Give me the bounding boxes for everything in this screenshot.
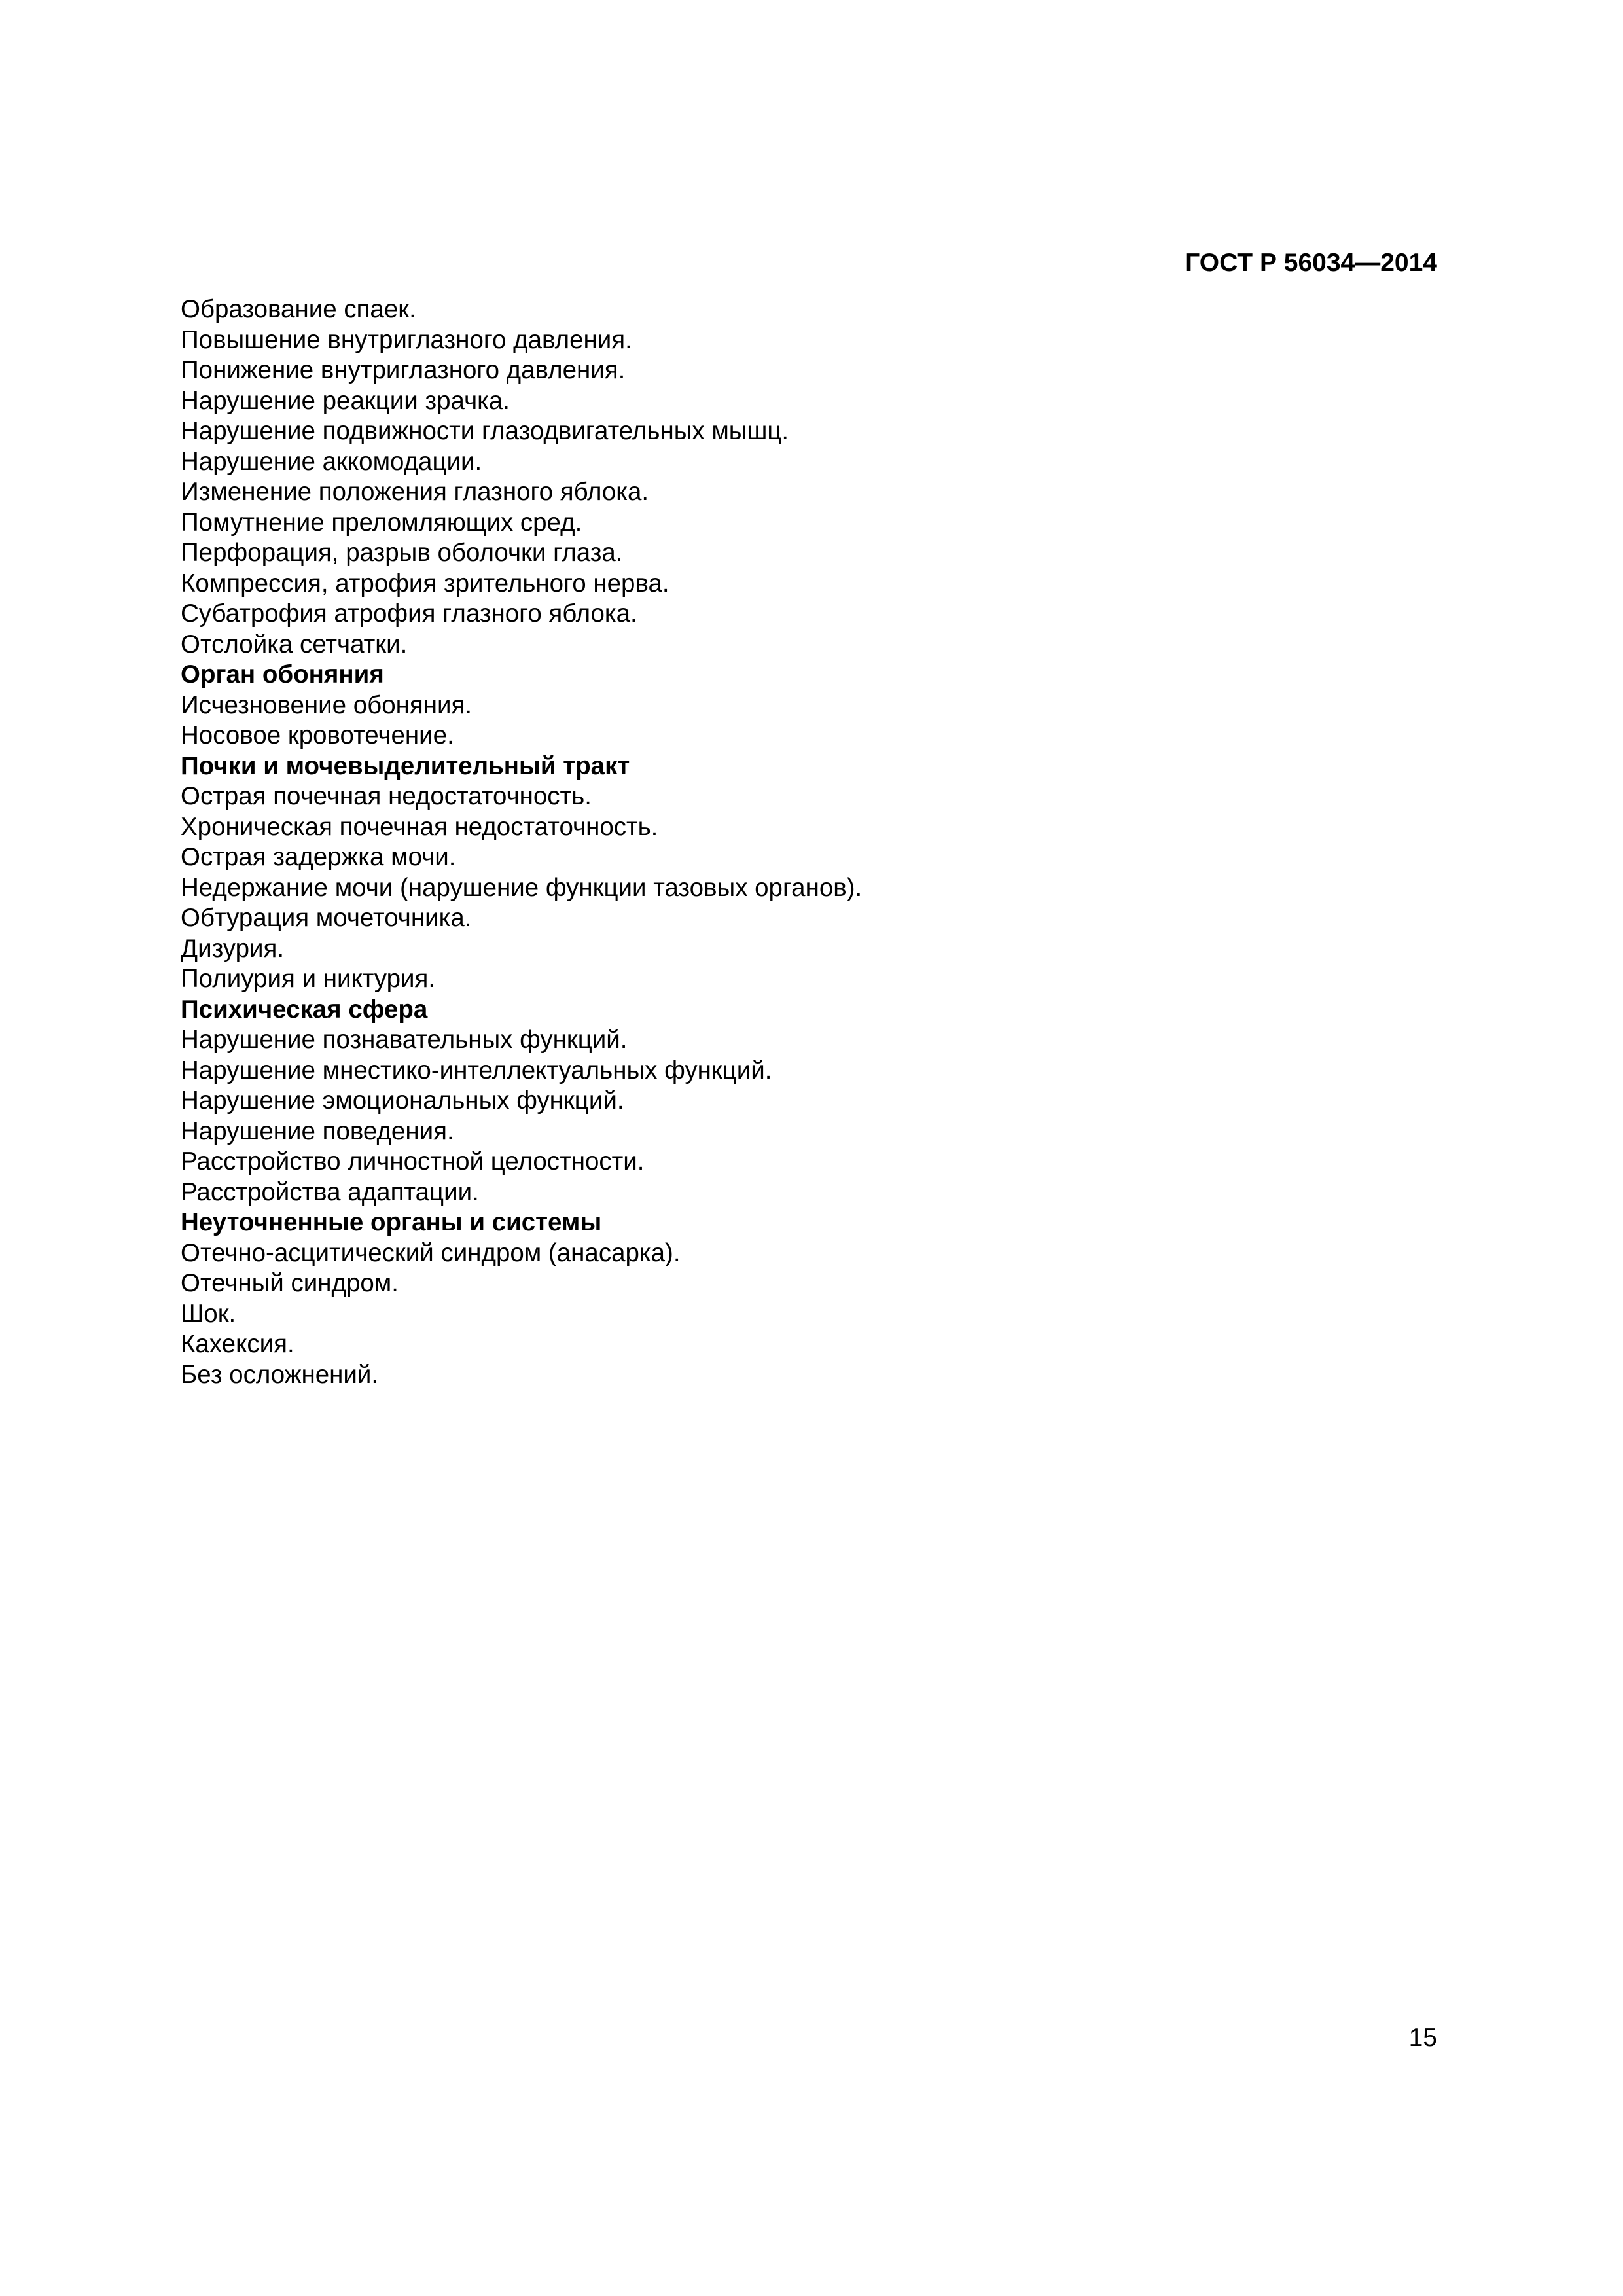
list-item: Нарушение поведения. <box>181 1117 454 1145</box>
page-number: 15 <box>1408 2024 1437 2052</box>
list-item: Расстройство личностной целостности. <box>181 1147 645 1175</box>
list-item: Нарушение мнестико-интеллектуальных функций. <box>181 1056 772 1085</box>
section-heading: Почки и мочевыделительный тракт <box>181 751 630 780</box>
list-item: Изменение положения глазного яблока. <box>181 478 649 506</box>
section-heading: Орган обоняния <box>181 660 384 689</box>
list-item: Нарушение познавательных функций. <box>181 1026 628 1054</box>
list-item: Острая задержка мочи. <box>181 843 456 871</box>
document-code-header: ГОСТ Р 56034—2014 <box>1185 249 1437 277</box>
list-item: Отечный синдром. <box>181 1269 399 1297</box>
list-item: Обтурация мочеточника. <box>181 904 472 932</box>
list-item: Кахексия. <box>181 1330 294 1358</box>
list-item: Отслойка сетчатки. <box>181 630 408 658</box>
list-item: Без осложнений. <box>181 1360 379 1389</box>
section-heading: Неуточненные органы и системы <box>181 1208 602 1236</box>
list-item: Нарушение подвижности глазодвигательных мышц. <box>181 417 789 445</box>
document-body <box>181 295 1424 1390</box>
list-item: Субатрофия атрофия глазного яблока. <box>181 600 637 628</box>
list-item: Хроническая почечная недостаточность. <box>181 812 658 841</box>
list-item: Острая почечная недостаточность. <box>181 782 592 810</box>
list-item: Шок. <box>181 1299 236 1328</box>
list-item: Повышение внутриглазного давления. <box>181 325 632 354</box>
list-item: Полиурия и никтурия. <box>181 965 436 993</box>
list-item: Расстройства адаптации. <box>181 1177 479 1206</box>
list-item: Отечно-асцитический синдром (анасарка). <box>181 1238 681 1267</box>
list-item: Перфорация, разрыв оболочки глаза. <box>181 539 623 567</box>
list-item: Нарушение реакции зрачка. <box>181 386 510 415</box>
list-item: Образование спаек. <box>181 295 416 323</box>
list-item: Нарушение эмоциональных функций. <box>181 1086 624 1115</box>
list-item: Нарушение аккомодации. <box>181 447 482 476</box>
list-item: Носовое кровотечение. <box>181 721 454 749</box>
list-item: Исчезновение обоняния. <box>181 691 473 719</box>
list-item: Помутнение преломляющих сред. <box>181 508 582 537</box>
list-item: Компрессия, атрофия зрительного нерва. <box>181 569 669 598</box>
list-item: Понижение внутриглазного давления. <box>181 356 626 384</box>
list-item: Дизурия. <box>181 934 285 963</box>
list-item: Недержание мочи (нарушение функции тазовых органов). <box>181 873 863 902</box>
section-heading: Психическая сфера <box>181 995 428 1024</box>
